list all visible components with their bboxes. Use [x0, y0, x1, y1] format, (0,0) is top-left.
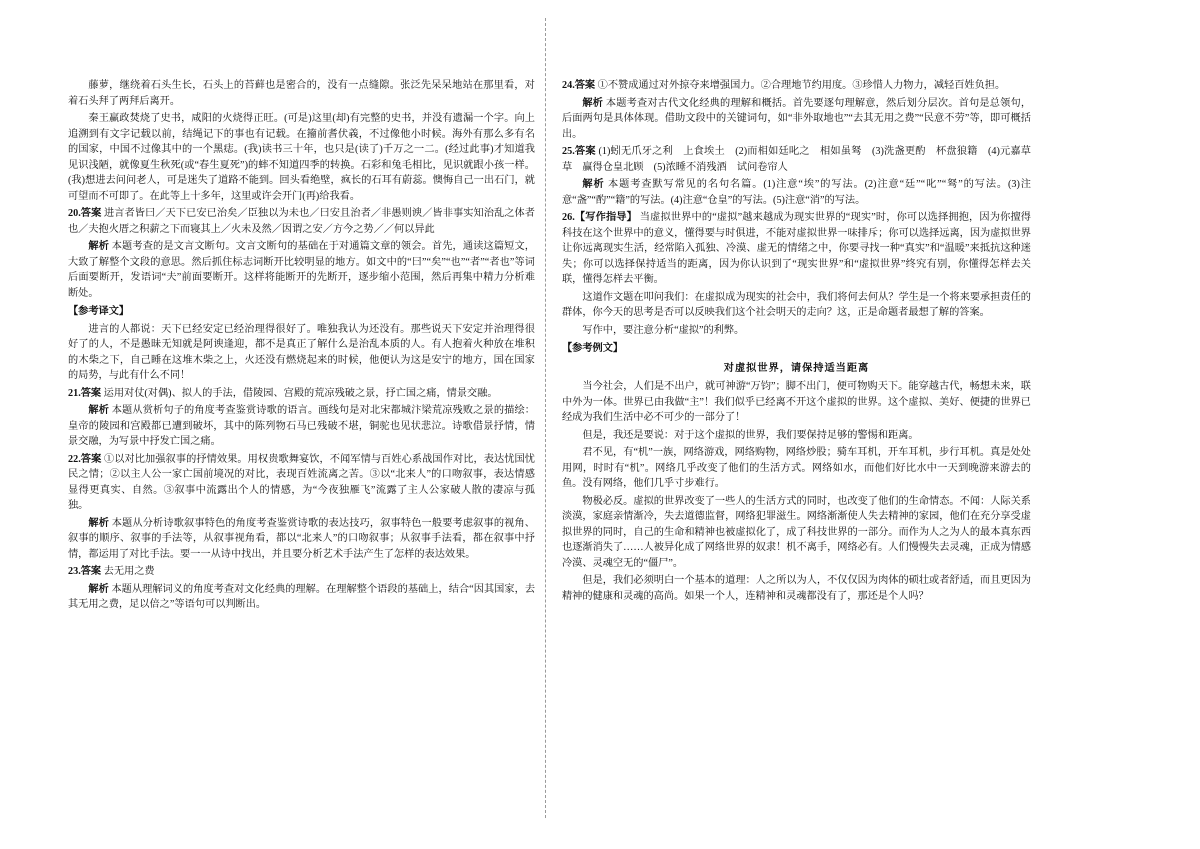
analysis-label: 解析 [88, 517, 110, 529]
answer-item-20 [68, 206, 535, 237]
essay-paragraph: 君不见，有“机”一族，网络游戏，网络购物，网络炒股；骑车耳机，开车耳机，步行耳机。真是处处用网，时时有“机”。网络几乎改变了他们的生活方式。网络如水，而他们好比水中一天到晚游来游去的鱼。没有网络，他们几乎寸步难行。 [562, 447, 1031, 489]
writing-guide-paragraph: 写作中，要注意分析“虚拟”的利弊。 [582, 324, 745, 336]
writing-guide-text: 当虚拟世界中的“虚拟”越来越成为现实世界的“现实”时，你可以选择拥抱，因为你擅得科技在这个世界中的意义，懂得要与时俱进，不能对虚拟世界一味排斥；你可以选择远离，因为虚拟世界让你远离现实生活，经常陷入孤独、冷漠、虚无的情绪之中，你要寻找一种“真实”和“温暖”来抵抗这种迷失；你可以选择保持适当的距离，因为你认识到了“现实世界”和“虚拟世界”终究有别，你懂得怎样去关联，懂得怎样去平衡。 [562, 212, 1031, 285]
answer-item-24 [562, 78, 1031, 94]
paragraph-text: 藤萝，继绕着石头生长，石头上的苔藓也是密合的，没有一点缝隙。张泛先呆呆地站在那里看，对着石头拜了两拜后离开。 [68, 80, 535, 107]
right-column [548, 78, 1093, 606]
two-column-body [0, 78, 1200, 778]
answer-label: 答案 [80, 453, 102, 465]
answer-text: (1)蚓无爪牙之利 上食埃土 (2)而相如廷叱之 相如虽驽 (3)洗盏更酌 杯盘狼籍 (4)元嘉草草 赢得仓皇北顾 (5)浓睡不消残酒 试问卷帘人 [562, 146, 1031, 173]
answer-text: ①以对比加强叙事的抒情效果。用权贵歌舞宴饮，不闻军情与百姓心系战国作对比，表达忧国忧民之情；②以主人公一家亡国前境况的对比，表现百姓流离之苦。③以“北来人”的口吻叙事，表达情感显得更真实、自然。③叙事中流露出个人的情感，为“今夜独雁飞”流露了主人公家破人散的凄凉与孤独。 [68, 453, 535, 511]
writing-guide-label: 【写作指导】 [574, 212, 638, 223]
analysis-text: 本题考查默写常见的名句名篇。(1)注意“埃”的写法。(2)注意“廷”“叱”“驽”的写法。(3)注意“盏”“酌”“籍”的写法。(4)注意“仓皇”的写法。(5)注意“消”的写法。 [562, 179, 1031, 206]
answer-text: 去无用之费 [103, 566, 155, 577]
answer-label: 答案 [80, 208, 102, 219]
answer-item-25 [562, 144, 1031, 175]
analysis-label: 解析 [88, 405, 110, 416]
analysis-22 [68, 516, 535, 563]
item-number: 21. [68, 387, 81, 399]
answer-text: ①不赞成通过对外掠夺来增强国力。②合理地节约用度。③珍惜人力物力，减轻百姓负担。 [597, 80, 1006, 91]
analysis-21 [68, 403, 535, 450]
item-number: 20. [68, 208, 81, 219]
item-number: 25. [562, 146, 575, 157]
analysis-text: 本题从赏析句子的角度考查鉴赏诗歌的语言。画线句是对北宋都城汴梁荒凉残败之景的描绘：皇帝的陵园和宫殿都已遭到破坏，其中的陈列物石马已残破不堪，铜驼也见状悲泣。诗歌借景抒情，情景交融，为写景中抒发亡国之痛。 [68, 405, 535, 447]
item-number: 23. [68, 566, 81, 577]
analysis-text: 本题从理解词义的角度考查对文化经典的理解。在理解整个语段的基础上，结合“因其国家，去其无用之费，足以倍之”等语句可以判断出。 [68, 583, 536, 610]
sample-essay-title: 对虚拟世界，请保持适当距离 [723, 362, 870, 374]
translation-heading: 【参考译文】 [68, 306, 130, 317]
essay-paragraph: 但是，我还是要说：对于这个虚拟的世界，我们要保持足够的警惕和距离。 [582, 429, 919, 441]
answer-item-21 [68, 386, 535, 402]
analysis-label: 解析 [88, 241, 110, 252]
writing-guide-paragraph: 这道作文题在叩问我们：在虚拟成为现实的社会中，我们将何去何从？学生是一个将来要承担责任的群体，你今天的思考是否可以反映我们这个社会明天的走向？这，正是命题者最想了解的答案。 [562, 291, 1031, 318]
item-number: 24. [562, 80, 575, 91]
answer-item-26 [562, 210, 1031, 288]
answer-label: 答案 [80, 566, 102, 577]
analysis-text: 本题考查对古代文化经典的理解和概括。首先要逐句理解意，然后划分层次。首句是总领句，后面两句是具体体现。借助文段中的关键词句，如“非外取地也”“去其无用之费”“民意不劳”等，即可概括出。 [562, 97, 1031, 140]
answer-label: 答案 [574, 146, 596, 157]
analysis-25 [562, 177, 1031, 208]
answer-text: 运用对仗(对偶)、拟人的手法，借陵园、宫殿的荒凉残破之景，抒亡国之痛，情景交融。 [103, 387, 498, 399]
analysis-24 [562, 96, 1031, 143]
sample-essay-heading: 【参考例文】 [562, 343, 624, 354]
answer-text: 进言者皆曰／天下已安已治矣／臣独以为未也／曰安且治者／非愚则谀／皆非事实知治乱之体者也／夫抱火厝之积薪之下而寝其上／火未及然／因谓之安／方今之势／／何以异此 [68, 208, 535, 235]
analysis-label: 解析 [582, 179, 605, 190]
answer-item-23 [68, 564, 535, 580]
item-number: 26. [562, 212, 575, 223]
essay-paragraph: 物极必反。虚拟的世界改变了一些人的生活方式的同时，也改变了他们的生命情态。不闻：人际关系淡漠，家庭亲情渐冷，失去道德监督，网络犯罪滋生。网络渐渐使人失去精神的家园，他们在充分享受虚拟世界的同时，自己的生命和精神也被虚拟化了，成了科技世界的一部分。而作为人之为人的最本真东西也逐渐消失了……人被异化成了网络世界的奴隶！机不离手，网络必有。人们慢慢失去灵魂，正成为情感冷漠、灵魂空无的“僵尸”。 [562, 495, 1031, 569]
analysis-text: 本题考查的是文言文断句。文言文断句的基础在于对通篇文章的领会。首先，通读这篇短文，大致了解整个文段的意思。然后抓住标志词断开比较明显的地方。如文中的“曰”“矣”“也”“者”“者也”等词后面要断开，发语词“夫”前面要断开。这样将能断开的先断开，逐步缩小范围，然后再集中精力分析难断处。 [68, 241, 535, 299]
analysis-label: 解析 [582, 97, 604, 109]
answer-label: 答案 [80, 387, 102, 399]
translation-paragraph: 进言的人都说：天下已经安定已经治理得很好了。唯独我认为还没有。那些说天下安定并治理得很好了的人，不是愚昧无知就是阿谀逢迎，都不是真正了解什么是治乱本质的人。有人抱着火种放在堆积的木柴之下，自己睡在这堆木柴之上，火还没有燃烧起来的时候，他便认为这是安宁的地方，国在国家的局势，与此有什么不同！ [68, 323, 535, 381]
answer-label: 答案 [574, 80, 596, 91]
essay-paragraph: 但是，我们必须明白一个基本的道理：人之所以为人，不仅仅因为肉体的硕壮或者舒适，而且更因为精神的健康和灵魂的高尚。如果一个人，连精神和灵魂都没有了，那还是个人吗？ [562, 575, 1031, 602]
analysis-label: 解析 [88, 583, 109, 595]
left-column [0, 78, 545, 615]
paragraph-text: 秦王赢政焚烧了史书，咸阳的火烧得正旺。(可是)这里(却)有完整的史书，并没有遗漏一个字。向上追溯到有文字记载以前，结绳记下的事也有记载。在籀前耆伏義，不过像他小时候。海外有那么多有名的国家，中国不过像其中的一个黑痣。(我)读书三十年，也只是(读了)千万之一二。(经过此事)才知道我见识浅陋，就像夏生秋死(或“春生夏死”)的蟀不知道四季的转换。石彩和兔毛相比，见识就跟小孩一样。(我)想进去问问老人，可是迷失了道路不能到。回头看绝壁，疯长的石耳有蔚蕊。懊悔自己一出石门，就可望而不可即了。在此等上十多年，这里或许会开门(再)给我看。 [68, 113, 535, 202]
essay-paragraph: 当今社会，人们是不出户，就可神游“万钧”；脚不出门，便可物购天下。能穿越古代，畅想未来，联中外为一体。世界已由我做“主”！我们似乎已经离不开这个虚拟的世界。这个虚拟、美好、便捷的世界已经成为我们生活中必不可少的一部分了！ [562, 381, 1031, 423]
item-number: 22. [68, 453, 81, 465]
answer-item-22 [68, 452, 535, 514]
analysis-text: 本题从分析诗歌叙事特色的角度考查鉴赏诗歌的表达技巧，叙事特色一般要考虑叙事的视角、叙事的顺序、叙事的手法等，从叙事视角看，都以“北来人”的口吻叙事；从叙事手法看，都在叙事中抒情，都运用了对比手法。要一一从诗中找出，并且要分析艺术手法产生了怎样的表达效果。 [68, 517, 535, 560]
analysis-20 [68, 239, 535, 301]
analysis-23 [68, 582, 535, 613]
